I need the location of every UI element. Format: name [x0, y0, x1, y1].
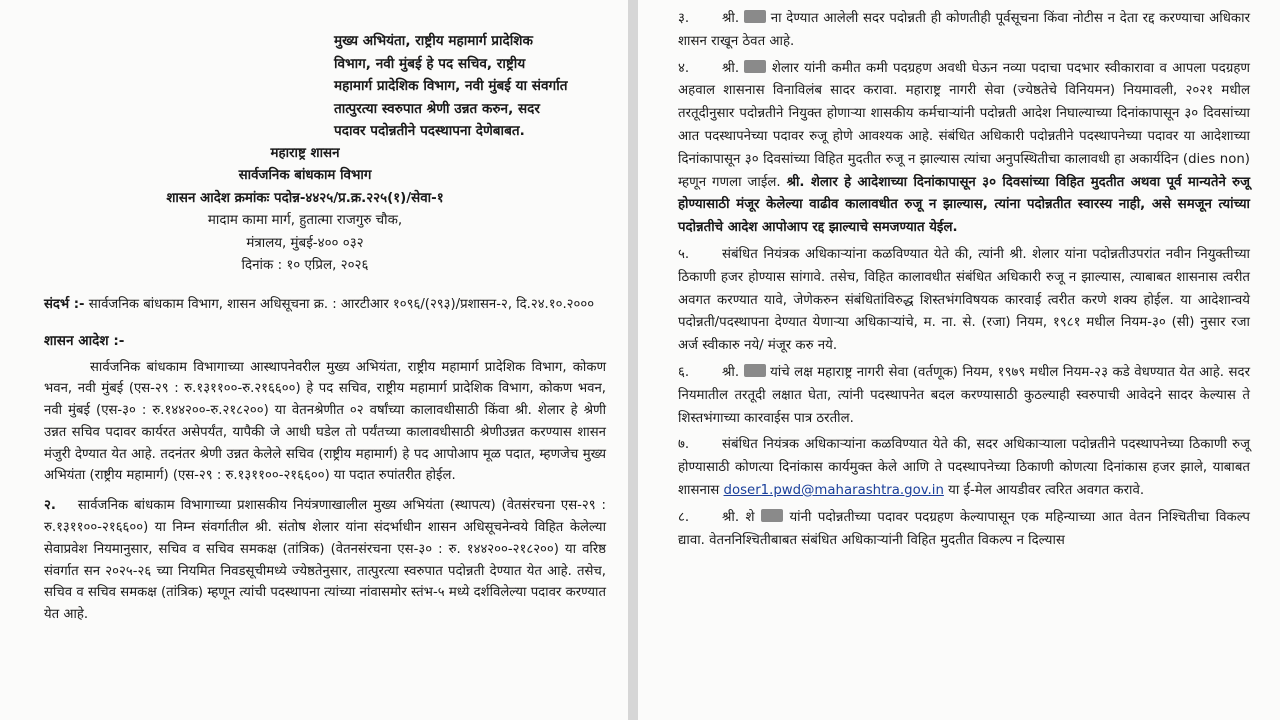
paragraph-2	[44, 495, 606, 626]
paragraph-5-text: संबंधित नियंत्रक अधिकाऱ्यांना कळविण्यात येते की, त्यांनी श्री. शेलार यांना पदोन्नतीउपरांत नवीन नियुक्तीच्या ठिकाणी हजर होण्यास सांगावे. तसेच, विहित कालावधीत संबंधित अधिकारी रुजू न झाल्यास, त्याबाबत शासनास त्वरीत अवगत करण्यात यावे, जेणेकरुन संबंधितांविरुद्ध शिस्तभंगविषयक कारवाई त्वरीत करणे शक्य होईल. या आदेशान्वये पदोन्नती/पदस्थापना देण्यात येणाऱ्या अधिकाऱ्यांचे, म. ना. से. (रजा) नियम, १९८१ मधील नियम-३० (सी) नुसार रजा अर्ज स्वीकारु नये/ मंजूर करु नये.	[678, 246, 1250, 354]
reference-label: संदर्भ :-	[44, 296, 85, 312]
redacted-name-mark	[761, 509, 783, 522]
paragraph-8-number: ८.	[678, 509, 690, 525]
paragraph-5-number: ५.	[678, 246, 690, 262]
page-divider	[628, 0, 638, 720]
redacted-name-mark	[744, 60, 766, 73]
paragraph-3-text-a: श्री.	[722, 11, 740, 26]
order-number: शासन आदेश क्रमांकः पदोन्न-४४२५/प्र.क्र.२२५(१)/सेवा-१	[166, 190, 444, 206]
paragraph-3-text-b: ना देण्यात आलेली सदर पदोन्नती ही कोणतीही पूर्वसूचना किंवा नोटीस न देता रद्द करण्याचा अधिकार शासन राखून ठेवत आहे.	[678, 11, 1251, 49]
subject-line: मुख्य अभियंता, राष्ट्रीय महामार्ग प्रादेशिक	[334, 33, 533, 49]
subject-line: पदावर पदोन्नतीने पदस्थापना देणेबाबत.	[334, 123, 525, 139]
order-subject	[334, 30, 606, 143]
paragraph-5	[678, 244, 1250, 358]
paragraph-4-bold-text: श्री. शेलार हे आदेशाच्या दिनांकापासून ३० दिवसांच्या विहित मुदतीत अथवा पूर्व मान्यतेने रुजू होण्यासाठी मंजूर केलेल्या वाढीव कालावधीत रुजू न झाल्यास, त्यांना पदोन्नतीत स्वारस्य नाही, असे समजून त्यांच्या पदोन्नतीचे आदेश आपोआप रद्द झाल्याचे समजण्यात येईल.	[678, 174, 1250, 236]
paragraph-6-text-b: यांचे लक्ष महाराष्ट्र नागरी सेवा (वर्तणूक) नियम, १९७९ मधील नियम-२३ कडे वेधण्यात येत आहे. सदर नियमातील तरतूदी लक्षात घेता, त्यांनी पदस्थापनेत बदल करण्यासाठी कुठल्याही स्वरुपाची आवेदने सादर केल्यास ते शिस्तभंगाच्या कारवाईस पात्र ठरतील.	[678, 364, 1251, 426]
paragraph-6-number: ६.	[678, 364, 690, 380]
paragraph-8-text-a: श्री. शे	[722, 509, 755, 525]
paragraph-7-end: या ई-मेल आयडीवर त्वरित अवगत करावे.	[948, 482, 1145, 498]
paragraph-4-number: ४.	[678, 60, 690, 76]
paragraph-3-number: ३.	[678, 11, 690, 26]
paragraph-6-text-a: श्री.	[722, 364, 740, 380]
redacted-name-mark	[744, 364, 766, 377]
paragraph-2-text: सार्वजनिक बांधकाम विभागाच्या प्रशासकीय नियंत्रणाखालील मुख्य अभियंता (स्थापत्य) (वेतसंरचना एस-२९ : रु.१३११००-२१६६००) या निम्न संवर्गातील श्री. संतोष शेलार यांना संदर्भाधीन शासन अधिसूचनेन्वये विहित केलेल्या सेवाप्रवेश नियमानुसार, सचिव व सचिव समकक्ष (तांत्रिक) (वेतनसंरचना एस-३० : रु. १४४२००-२१८२००) या वरिष्ठ संवर्गात सन २०२५-२६ च्या नियमित निवडसूचीमध्ये ज्येष्ठतेनुसार, तात्पुरत्या स्वरुपात पदोन्नती देण्यात येत आहे. तसेच, सचिव व सचिव समकक्ष (तांत्रिक) म्हणून त्यांची पदस्थापना त्यांच्या नांवासमोर स्तंभ-५ मध्ये दर्शविलेल्या पदावर करण्यात येत आहे.	[44, 498, 606, 623]
paragraph-4-text-a: श्री.	[722, 60, 740, 76]
paragraph-6	[678, 362, 1250, 430]
paragraph-1-text: सार्वजनिक बांधकाम विभागाच्या आस्थापनेवरील मुख्य अभियंता, राष्ट्रीय महामार्ग प्रादेशिक विभाग, कोकण भवन, नवी मुंबई (एस-२९ : रु.१३११००-रु.२१६६००) हे पद सचिव, राष्ट्रीय महामार्ग प्रादेशिक विभाग, कोकण भवन, नवी मुंबई (एस-३० : रु.१४४२००-रु.२१८२००) या वेतनश्रेणीत ०२ वर्षांच्या कालावधीसाठी किंवा श्री. शेलार हे श्रेणी उन्नत सचिव पदावर कार्यरत असेपर्यंत, यापैकी जे आधी घडेल तो पर्यंतच्या कालावधीसाठी श्रेणीउन्नत करण्यास शासन मंजुरी देण्यात येत आहे. तदनंतर श्रेणी उन्नत केलेले सचिव (राष्ट्रीय महामार्ग) हे पद आपोआप मूळ पदात, म्हणजेच मुख्य अभियंता (राष्ट्रीय महामार्ग) (एस-२९ : रु.१३११००-२१६६००) या पदात रुपांतरीत होईल.	[44, 359, 606, 484]
paragraph-3	[678, 8, 1250, 54]
paragraph-8	[678, 507, 1250, 553]
reference-text: सार्वजनिक बांधकाम विभाग, शासन अधिसूचना क्र. : आरटीआर १०९६/(२९३)/प्रशासन-२, दि.२४.१०.२०००	[88, 296, 595, 312]
paragraph-8-text-b: यांनी पदोन्नतीच्या पदावर पदग्रहण केल्यापासून एक महिन्याच्या आत वेतन निश्चितीचा विकल्प द्यावा. वेतननिश्चितीबाबत संबंधित अधिकाऱ्यांनी विहित मुदतीत विकल्प न दिल्यास	[678, 509, 1250, 548]
redacted-name-mark	[744, 10, 766, 23]
subject-line: तात्पुरत्या स्वरुपात श्रेणी उन्नत करुन, सदर	[334, 100, 540, 117]
left-document-page	[0, 0, 628, 720]
right-document-page	[638, 0, 1280, 720]
order-date: दिनांक : १० एप्रिल, २०२६	[241, 258, 369, 273]
reference	[44, 294, 606, 316]
address-line-2: मंत्रालय, मुंबई-४०० ०३२	[246, 235, 364, 251]
paragraph-7-text: संबंधित नियंत्रक अधिकाऱ्यांना कळविण्यात येते की, सदर अधिकाऱ्याला पदोन्नतीने पदस्थापनेच्या ठिकाणी रुजू होण्यासाठी कोणत्या दिनांकास कार्यमुक्त केले आणि ते पदस्थापनेच्या ठिकाणी कोणत्या दिनांकास हजर झाले, याबाबत शासनास	[678, 437, 1250, 498]
order-heading: शासन आदेश :-	[44, 332, 125, 349]
paragraph-4-text-b: शेलार यांनी कमीत कमी पदग्रहण अवधी घेऊन नव्या पदाचा पदभार स्वीकारावा व आपला पदग्रहण अहवाल शासनास विनाविलंब सादर करावा. महाराष्ट्र नागरी सेवा (ज्येष्ठतेचे विनियमन) नियमावली, २०२१ मधील तरतूदीनुसार पदोन्नतीने नियुक्त होणाऱ्या शासकीय कर्मचाऱ्यांनी पदोन्नती आदेश निघाल्याच्या दिनांकापासून ३० दिवसांच्या आत पदस्थापनेच्या पदावर रुजू होणे आवश्यक आहे. संबंधित अधिकारी पदोन्नतीने पदस्थापनेच्या पदावर या आदेशाच्या दिनांकापासून ३० दिवसांच्या विहित मुदतीत रुजू न झाल्यास त्यांचा अनुपस्थितीचा कालावधी हा अकार्यदिन (dies non) म्हणून गणला जाईल.	[678, 60, 1250, 190]
government-header	[44, 143, 606, 278]
paragraph-7-number: ७.	[678, 437, 690, 453]
government-name: महाराष्ट्र शासन	[270, 145, 340, 161]
paragraph-4	[678, 58, 1250, 240]
subject-line: विभाग, नवी मुंबई हे पद सचिव, राष्ट्रीय	[334, 55, 526, 72]
email-link[interactable]: doser1.pwd@maharashtra.gov.in	[723, 482, 944, 498]
subject-line: महामार्ग प्रादेशिक विभाग, नवी मुंबई या संवर्गात	[334, 78, 568, 94]
department-name: सार्वजनिक बांधकाम विभाग	[238, 168, 372, 183]
paragraph-1	[44, 357, 606, 488]
address-line-1: मादाम कामा मार्ग, हुतात्मा राजगुरु चौक,	[207, 213, 403, 228]
paragraph-2-number: २.	[44, 498, 56, 514]
paragraph-7	[678, 434, 1250, 502]
